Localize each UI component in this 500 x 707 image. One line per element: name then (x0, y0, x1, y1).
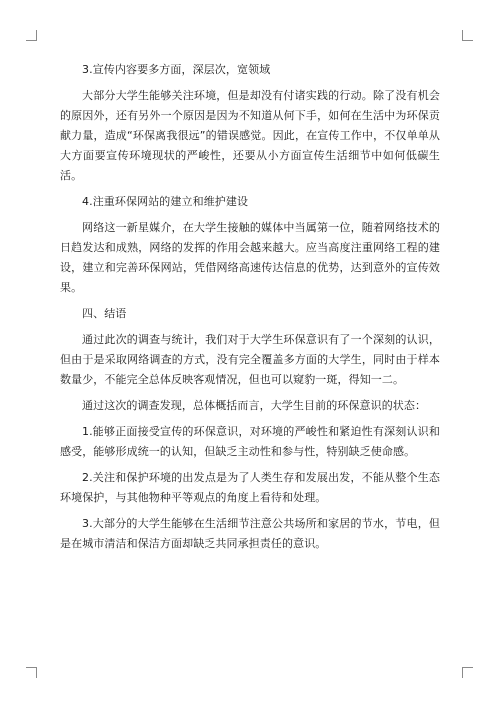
paragraph-finding-2: 2.关注和保护环境的出发点是为了人类生存和发展出发，不能从整个生态环境保护，与其他物种平等观点的角度上看待和处理。 (60, 471, 440, 504)
crop-mark-top-left (26, 30, 37, 41)
paragraph-awareness-action: 大部分大学生能够关注环境，但是却没有付诸实践的行动。除了没有机会的原因外，还有另外一个原因是因为不知道从何下手，如何在生活中为环保贡献力量，造成“环保离我很远”的错误感觉。因此，在宣传工作中，不仅单单从大方面要宣传环境现状的严峻性，还要从小方面宣传生活细节中如何低碳生活。 (60, 89, 440, 182)
document-body (60, 60, 440, 560)
paragraph-findings-intro: 通过这次的调查发现，总体概括而言，大学生目前的环保意识的状态： (82, 399, 427, 412)
paragraph-finding-3: 3.大部分的大学生能够在生活细节注意公共场所和家居的节水，节电，但是在城市清洁和保洁方面却缺乏共同承担责任的意识。 (60, 517, 440, 550)
paragraph-survey-summary: 通过此次的调查与统计，我们对于大学生环保意识有了一个深刻的认识，但由于是采取网络调查的方式，没有完全覆盖多方面的大学生，同时由于样本数量少，不能完全总体反映客观情况，但也可以窥豹一斑，得知一二。 (60, 333, 440, 386)
section-heading-4: 4.注重环保网站的建立和维护建设 (82, 195, 249, 208)
crop-mark-top-right (462, 30, 473, 41)
crop-mark-bottom-right (462, 667, 473, 678)
section-heading-conclusion: 四、结语 (82, 307, 127, 320)
paragraph-finding-1: 1.能够正面接受宣传的环保意识，对环境的严峻性和紧迫性有深刻认识和感受，能够形成统一的认知，但缺乏主动性和参与性，特别缺乏使命感。 (60, 425, 440, 458)
paragraph-network-media: 网络这一新星媒介，在大学生接触的媒体中当属第一位，随着网络技术的日趋发达和成熟，网络的发挥的作用会越来越大。应当高度注重网络工程的建设，建立和完善环保网站，凭借网络高速传达信息的优势，达到意外的宣传效果。 (60, 221, 440, 294)
crop-mark-bottom-left (26, 667, 37, 678)
section-heading-3: 3.宣传内容要多方面，深层次，宽领域 (82, 63, 271, 76)
